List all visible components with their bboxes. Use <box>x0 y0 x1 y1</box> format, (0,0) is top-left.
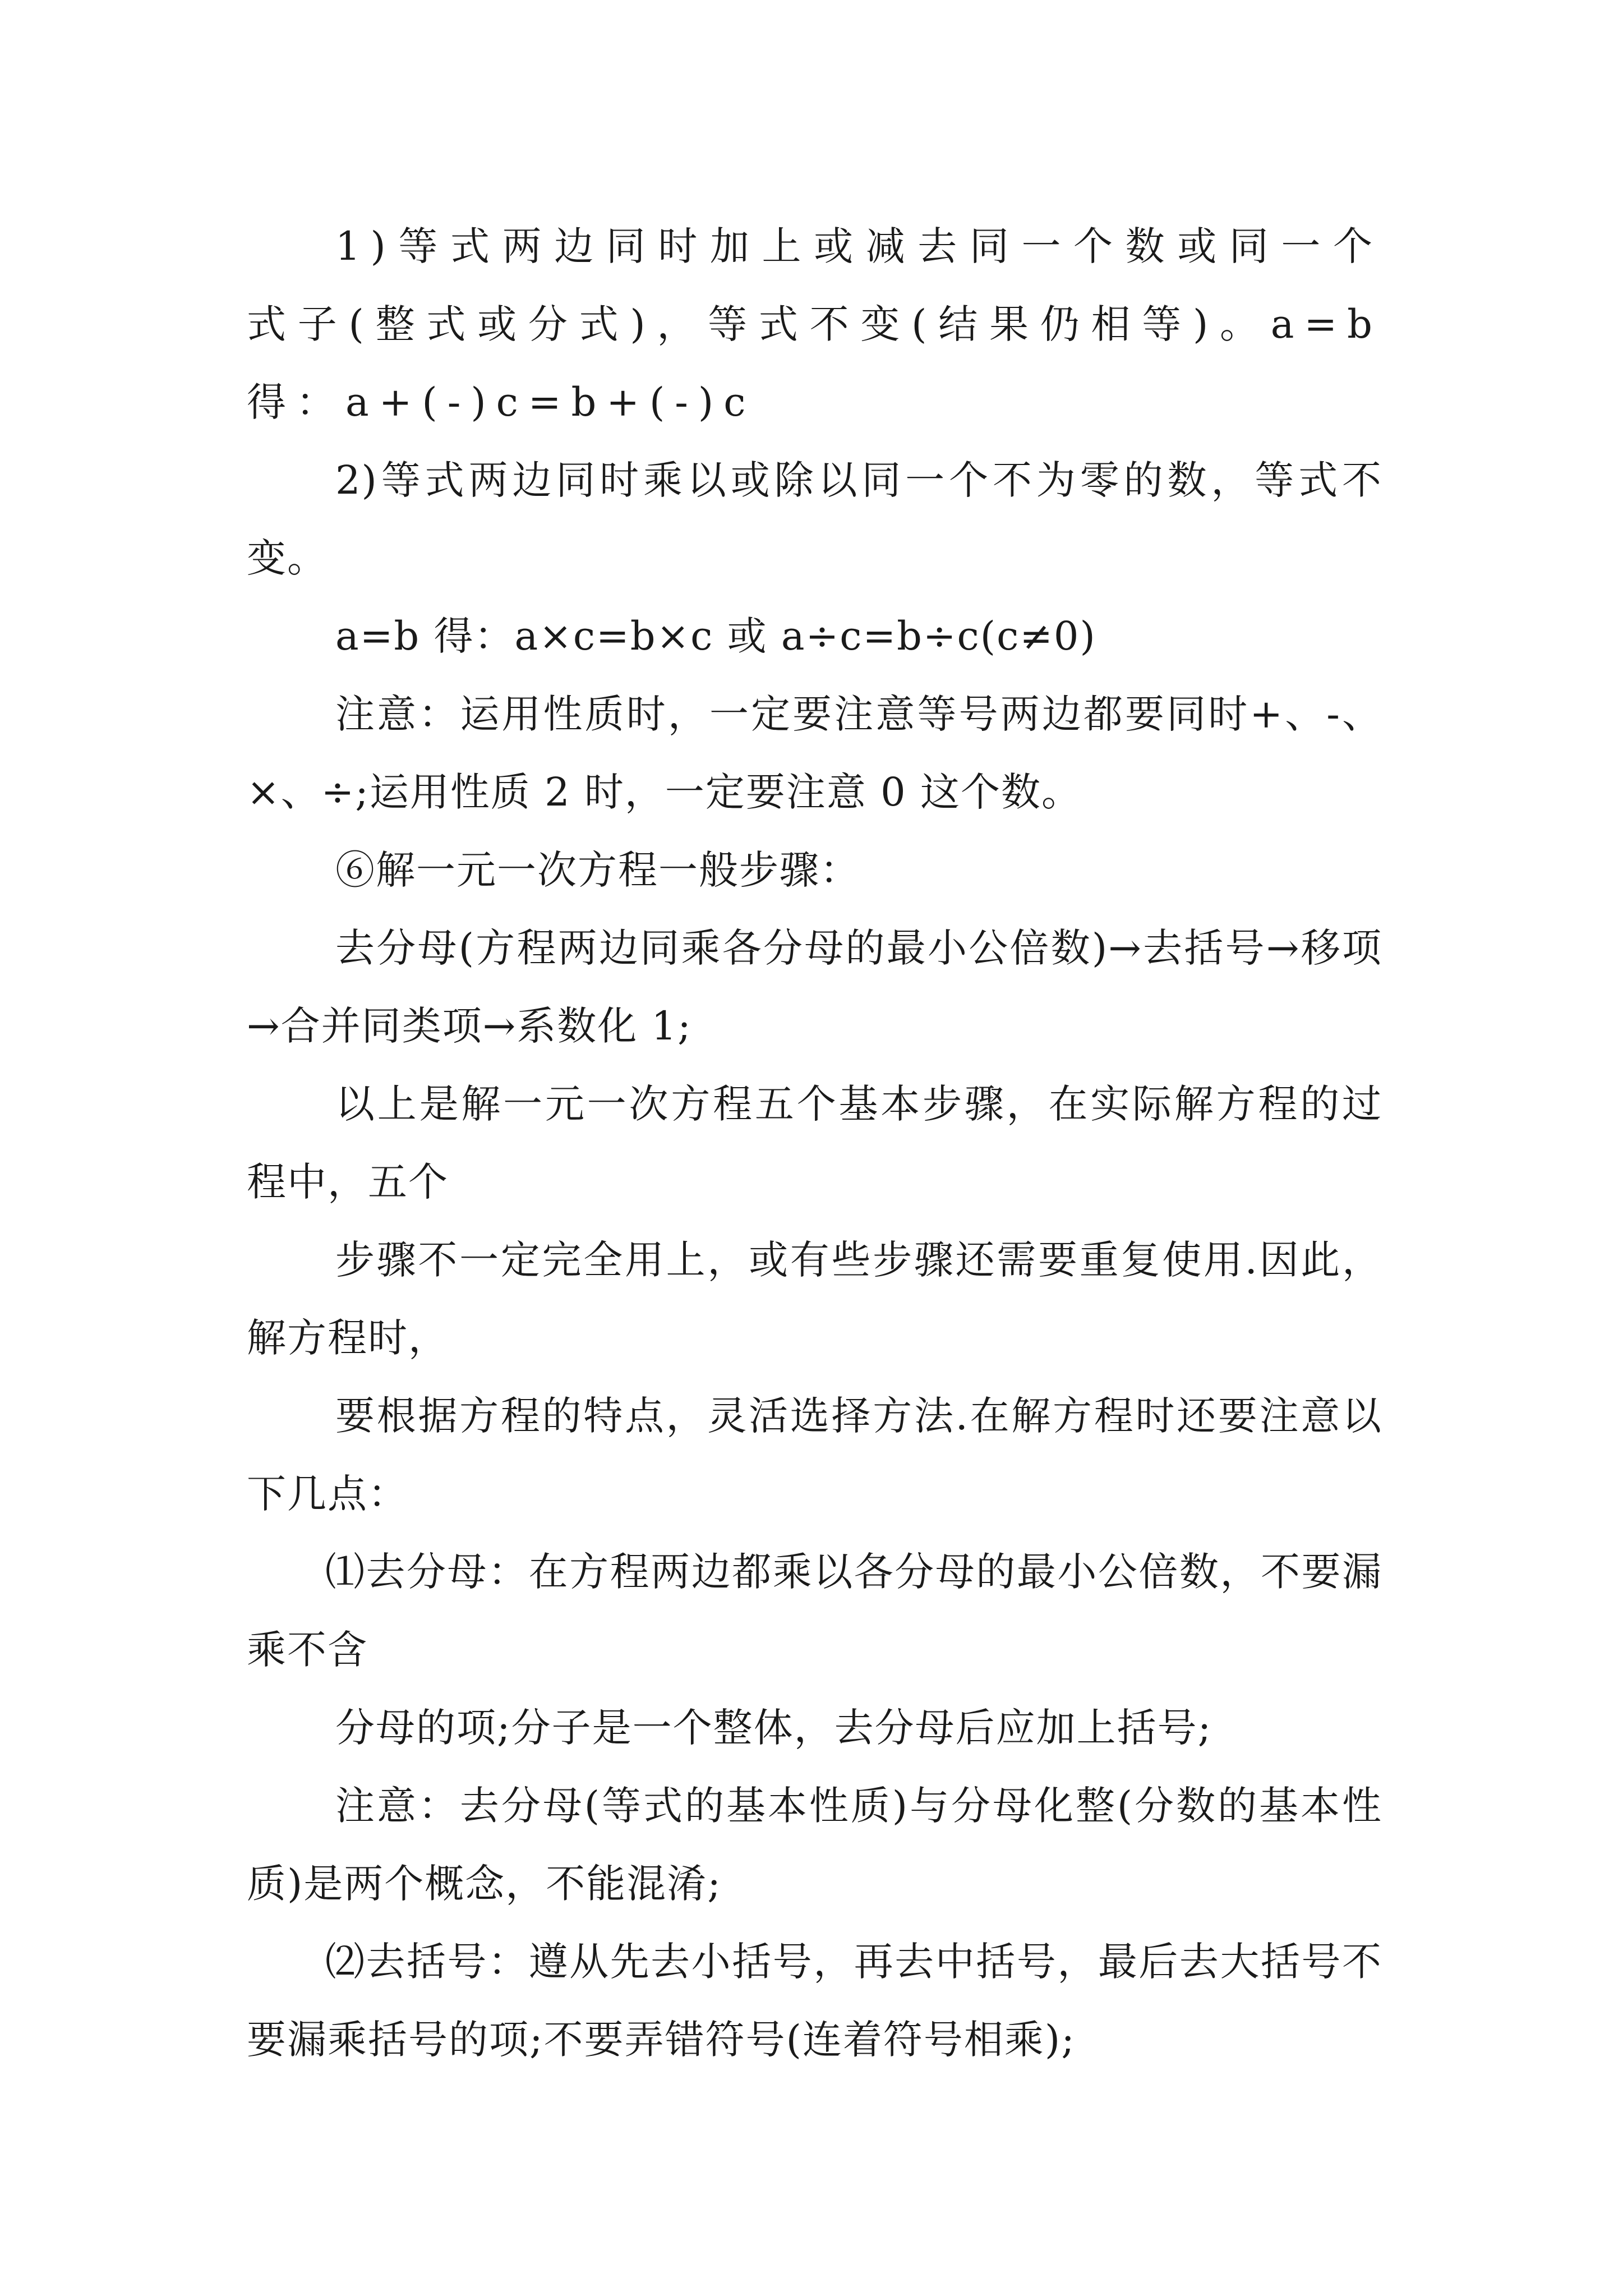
paragraph-solving-steps-heading: ⑥解一元一次方程一般步骤： <box>335 847 860 893</box>
paragraph-solving-steps: 去分母(方程两边同乘各分母的最小公倍数)→去括号→移项→合并同类项→系数化 1; <box>247 925 1382 1049</box>
paragraph-equation-property-1: 1)等式两边同时加上或减去同一个数或同一个式子(整式或分式)，等式不变(结果仍相等)。a=b 得：a+(-)c=b+(-)c <box>247 223 1382 425</box>
paragraph-five-steps: 以上是解一元一次方程五个基本步骤，在实际解方程的过程中，五个 <box>247 1081 1382 1205</box>
paragraph-property-2-formula: a=b 得：a×c=b×c 或 a÷c=b÷c(c≠0) <box>335 613 1096 659</box>
paragraph-remove-brackets: ⑵去括号：遵从先去小括号，再去中括号，最后去大括号不要漏乘括号的项;不要弄错符号(连着符号相乘); <box>247 1939 1382 2063</box>
paragraph-equation-property-2: 2)等式两边同时乘以或除以同一个不为零的数，等式不变。 <box>247 457 1382 581</box>
paragraph-choose-method: 要根据方程的特点，灵活选择方法.在解方程时还要注意以下几点： <box>247 1393 1382 1517</box>
paragraph-remove-denominator: ⑴去分母：在方程两边都乘以各分母的最小公倍数，不要漏乘不含 <box>247 1549 1382 1673</box>
paragraph-numerator-whole: 分母的项;分子是一个整体，去分母后应加上括号; <box>335 1705 1212 1751</box>
paragraph-note-properties: 注意：运用性质时，一定要注意等号两边都要同时+、-、×、÷;运用性质 2 时，一定要注意 0 这个数。 <box>247 691 1382 815</box>
document-body <box>247 208 1382 2079</box>
paragraph-note-denominator: 注意：去分母(等式的基本性质)与分母化整(分数的基本性质)是两个概念，不能混淆; <box>247 1783 1382 1907</box>
paragraph-steps-usage: 步骤不一定完全用上，或有些步骤还需要重复使用.因此，解方程时， <box>247 1237 1382 1361</box>
